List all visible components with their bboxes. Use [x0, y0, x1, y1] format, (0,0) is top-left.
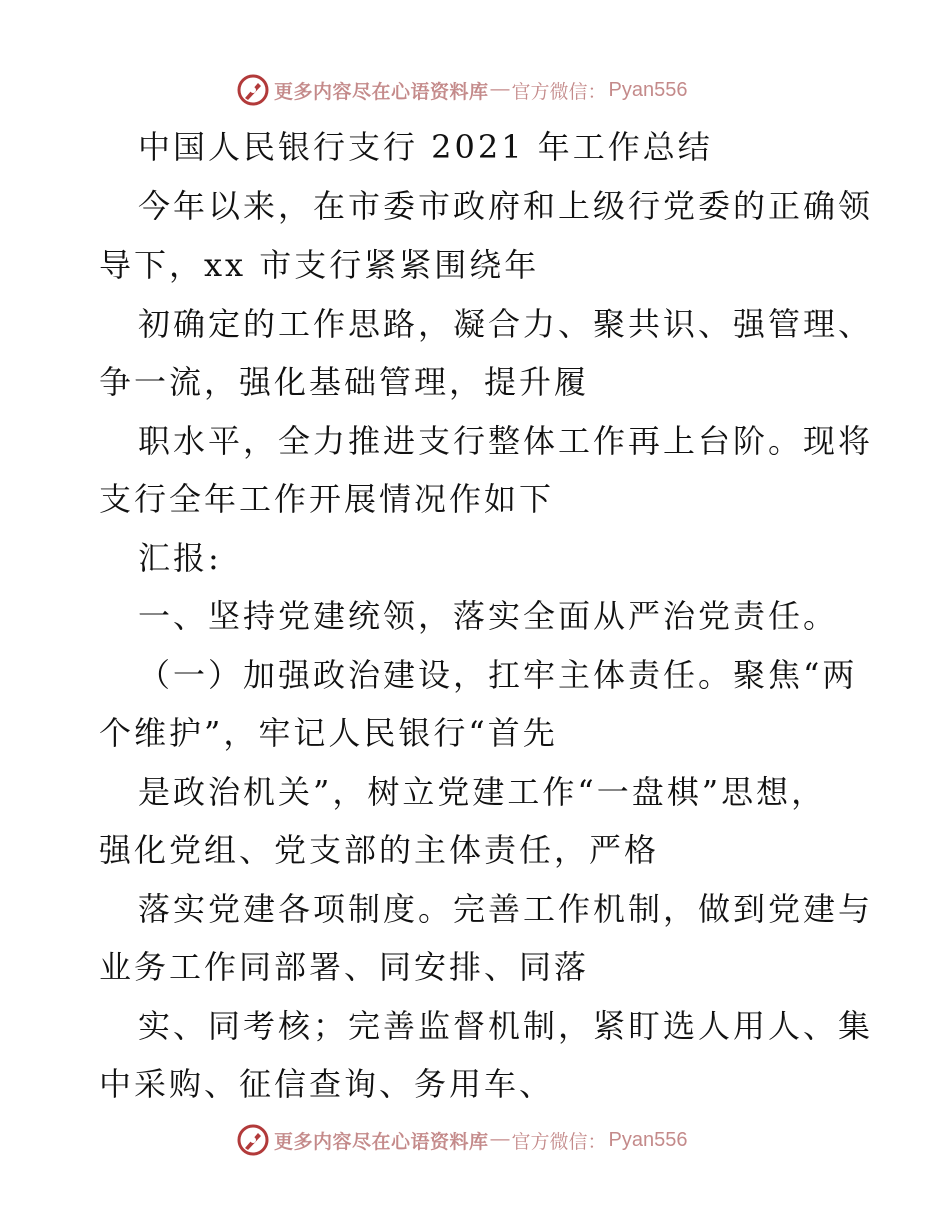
text-line: 业务工作同部署、同安排、同落	[99, 948, 590, 986]
text-line: 争一流，强化基础管理，提升履	[99, 363, 590, 401]
section-heading: 一、坚持党建统领，落实全面从严治党责任。	[138, 597, 839, 635]
text-line: 导下，xx 市支行紧紧围绕年	[99, 246, 540, 284]
text-line: 中采购、征信查询、务用车、	[99, 1065, 555, 1103]
text-line: 汇报:	[138, 539, 222, 577]
header-banner	[236, 70, 688, 110]
banner-separator: —	[490, 1129, 510, 1150]
text-line: 职水平，全力推进支行整体工作再上台阶。现将	[138, 422, 874, 460]
banner-wechat-id: Pyan556	[608, 1128, 688, 1151]
text-line: 今年以来，在市委市政府和上级行党委的正确领	[138, 187, 874, 225]
pen-logo-icon	[236, 1123, 270, 1157]
banner-text: 更多内容尽在心语资料库	[274, 1130, 489, 1153]
text-line: 实、同考核；完善监督机制，紧盯选人用人、集	[138, 1007, 874, 1045]
document-title: 中国人民银行支行 2021 年工作总结	[138, 128, 713, 166]
text-line: 个维护”，牢记人民银行“首先	[99, 714, 558, 752]
pen-logo-icon	[236, 73, 270, 107]
banner-wechat-label: 官方微信：	[511, 80, 607, 103]
text-line: 落实党建各项制度。完善工作机制，做到党建与	[138, 890, 874, 928]
text-line: 是政治机关”，树立党建工作“一盘棋”思想，	[138, 773, 827, 811]
subsection-heading: （一）加强政治建设，扛牢主体责任。聚焦“两	[138, 656, 858, 694]
footer-banner	[236, 1120, 688, 1160]
text-line: 初确定的工作思路，凝合力、聚共识、强管理、	[138, 305, 874, 343]
text-line: 强化党组、党支部的主体责任，严格	[99, 831, 660, 869]
text-line: 支行全年工作开展情况作如下	[99, 480, 555, 518]
banner-separator: —	[490, 79, 510, 100]
banner-wechat-label: 官方微信：	[511, 1130, 607, 1153]
banner-text: 更多内容尽在心语资料库	[274, 80, 489, 103]
banner-wechat-id: Pyan556	[608, 78, 688, 101]
